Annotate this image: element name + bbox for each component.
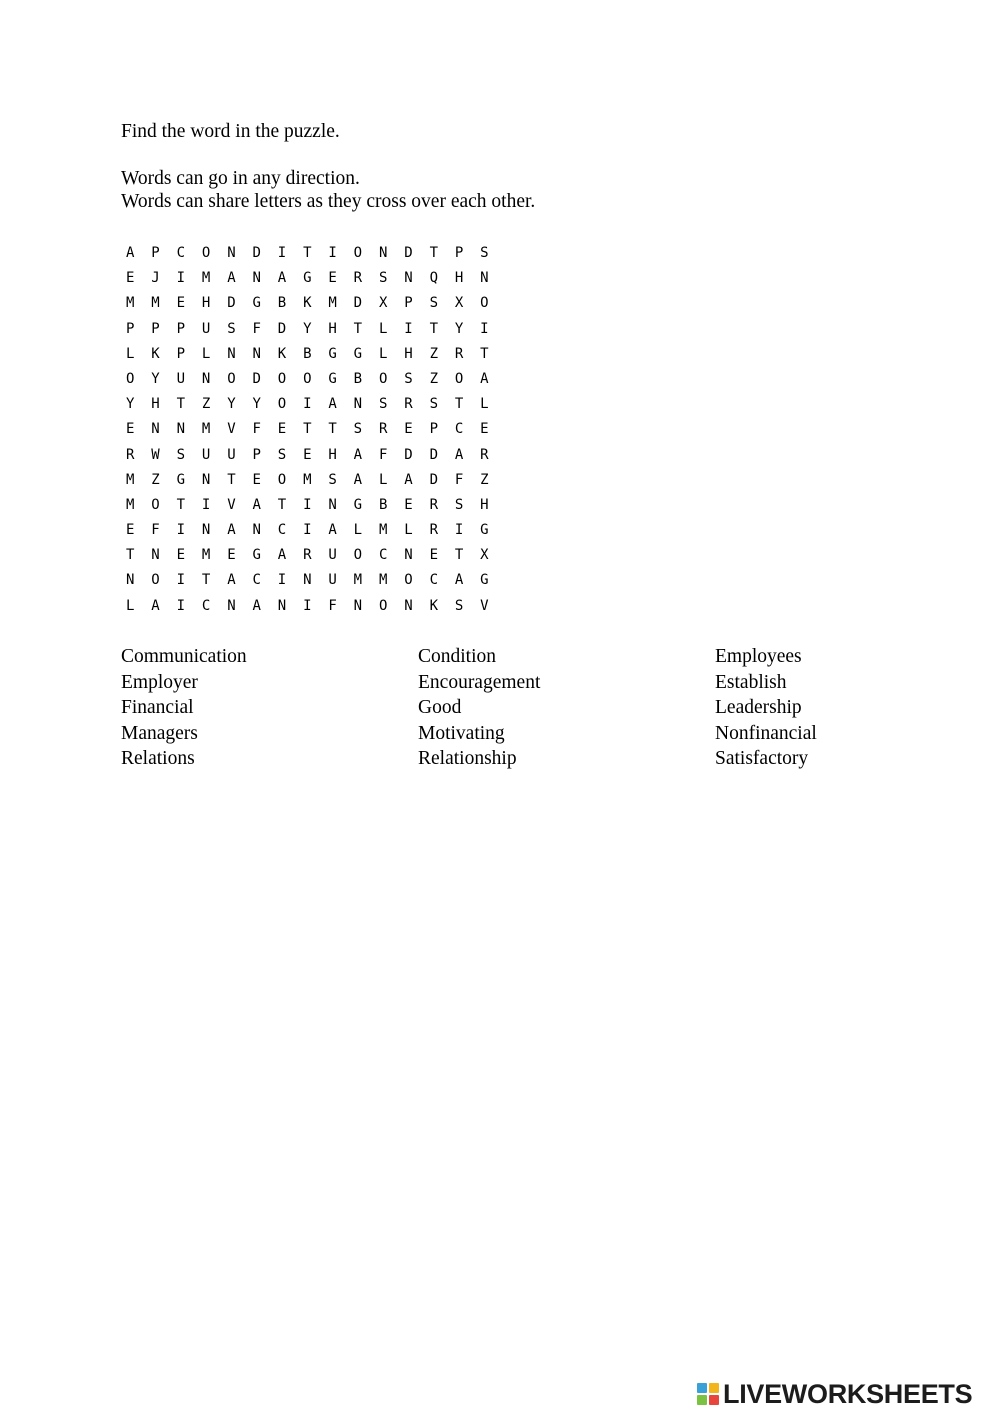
grid-letter[interactable]: M (126, 295, 135, 312)
grid-letter[interactable]: P (454, 245, 464, 261)
grid-letter[interactable]: B (277, 295, 287, 312)
grid-letter[interactable]: O (353, 245, 363, 261)
grid-row (126, 241, 505, 266)
grid-letter[interactable]: M (328, 295, 337, 312)
grid-letter[interactable]: H (480, 496, 489, 513)
grid-row (126, 266, 505, 291)
grid-letter[interactable]: M (303, 471, 312, 488)
grid-letter[interactable]: H (151, 396, 160, 413)
grid-letter[interactable]: L (353, 522, 363, 539)
grid-letter[interactable]: C (378, 547, 388, 564)
grid-letter[interactable]: I (303, 597, 312, 614)
grid-letter[interactable]: N (151, 421, 160, 438)
grid-letter[interactable]: E (404, 496, 413, 513)
grid-letter[interactable]: L (378, 320, 388, 337)
grid-letter[interactable]: E (227, 547, 236, 564)
word-list-item: Condition (418, 646, 497, 667)
grid-letter[interactable]: M (378, 572, 388, 589)
grid-letter[interactable]: A (252, 597, 261, 614)
grid-letter[interactable]: A (227, 572, 236, 589)
grid-letter[interactable]: L (404, 522, 413, 539)
logo-tile (697, 1395, 707, 1405)
grid-letter[interactable]: C (252, 572, 261, 589)
grid-letter[interactable]: S (429, 396, 438, 413)
grid-letter[interactable]: P (176, 345, 186, 362)
grid-letter[interactable]: O (404, 572, 413, 589)
grid-letter[interactable]: Z (429, 370, 438, 387)
grid-row (126, 291, 505, 316)
grid-letter[interactable]: S (480, 245, 489, 261)
grid-letter[interactable]: H (328, 320, 337, 337)
grid-letter[interactable]: G (328, 345, 337, 362)
grid-letter[interactable]: U (201, 446, 211, 463)
grid-letter[interactable]: I (176, 597, 186, 614)
grid-letter[interactable]: E (328, 270, 337, 287)
grid-letter[interactable]: S (454, 496, 464, 513)
grid-letter[interactable]: L (378, 471, 388, 488)
grid-letter[interactable]: A (353, 471, 363, 488)
grid-letter[interactable]: R (353, 270, 363, 287)
grid-letter[interactable]: S (454, 597, 464, 614)
grid-row (126, 518, 505, 543)
grid-letter[interactable]: R (404, 396, 413, 413)
grid-letter[interactable]: H (454, 270, 464, 287)
grid-letter[interactable]: N (201, 370, 211, 387)
grid-letter[interactable]: M (201, 421, 211, 438)
instruction-find: Find the word in the puzzle. (121, 121, 340, 142)
grid-letter[interactable]: N (404, 270, 413, 287)
grid-letter[interactable]: E (480, 421, 489, 438)
grid-letter[interactable]: X (378, 295, 388, 312)
grid-letter[interactable]: L (480, 396, 489, 413)
grid-letter[interactable]: O (126, 370, 135, 387)
grid-letter[interactable]: B (353, 370, 363, 387)
grid-letter[interactable]: G (176, 471, 186, 488)
grid-letter[interactable]: S (404, 370, 413, 387)
grid-letter[interactable]: A (277, 270, 287, 287)
grid-letter[interactable]: V (227, 421, 236, 438)
grid-letter[interactable]: I (176, 572, 186, 589)
grid-letter[interactable]: S (378, 396, 388, 413)
grid-letter[interactable]: G (353, 496, 363, 513)
grid-letter[interactable]: O (277, 396, 287, 413)
grid-letter[interactable]: G (353, 345, 363, 362)
grid-letter[interactable]: Z (151, 471, 160, 488)
word-list-item: Leadership (715, 697, 802, 718)
grid-letter[interactable]: N (404, 597, 413, 614)
grid-letter[interactable]: A (404, 471, 413, 488)
grid-letter[interactable]: C (429, 572, 438, 589)
spacer (121, 143, 535, 167)
grid-letter[interactable]: A (277, 547, 287, 564)
grid-letter[interactable]: S (277, 446, 287, 463)
grid-letter[interactable]: I (480, 320, 489, 337)
grid-letter[interactable]: A (454, 572, 464, 589)
grid-row (126, 468, 505, 493)
grid-letter[interactable]: S (227, 320, 236, 337)
grid-letter[interactable]: E (277, 421, 287, 438)
grid-letter[interactable]: H (328, 446, 337, 463)
grid-letter[interactable]: L (378, 345, 388, 362)
grid-letter[interactable]: M (378, 522, 388, 539)
grid-letter[interactable]: K (151, 345, 160, 362)
grid-letter[interactable]: G (252, 547, 261, 564)
grid-letter[interactable]: N (277, 597, 287, 614)
grid-letter[interactable]: G (480, 572, 489, 589)
grid-letter[interactable]: L (201, 345, 211, 362)
grid-letter[interactable]: X (480, 547, 489, 564)
grid-letter[interactable]: L (126, 345, 135, 362)
grid-letter[interactable]: F (328, 597, 337, 614)
grid-letter[interactable]: O (353, 547, 363, 564)
grid-letter[interactable]: O (454, 370, 464, 387)
grid-row (126, 543, 505, 568)
grid-letter[interactable]: N (227, 345, 236, 362)
grid-letter[interactable]: K (303, 295, 312, 312)
grid-letter[interactable]: O (378, 597, 388, 614)
word-list-item: Relationship (418, 748, 517, 769)
word-list-item: Encouragement (418, 671, 541, 693)
grid-letter[interactable]: D (252, 370, 261, 387)
word-list-item: Relations (121, 748, 195, 769)
grid-letter[interactable]: A (252, 496, 261, 513)
grid-letter[interactable]: F (454, 471, 464, 488)
grid-letter[interactable]: Q (429, 270, 438, 287)
grid-letter[interactable]: F (252, 320, 261, 337)
grid-letter[interactable]: T (429, 245, 438, 261)
grid-letter[interactable]: A (328, 396, 337, 413)
grid-letter[interactable]: I (454, 522, 464, 539)
grid-letter[interactable]: A (227, 522, 236, 539)
liveworksheets-logo (697, 1377, 972, 1411)
grid-letter[interactable]: N (353, 396, 363, 413)
grid-letter[interactable]: C (201, 597, 211, 614)
grid-letter[interactable]: E (176, 547, 186, 564)
grid-letter[interactable]: N (328, 496, 337, 513)
grid-letter[interactable]: S (353, 421, 363, 438)
grid-letter[interactable]: A (227, 270, 236, 287)
grid-letter[interactable]: A (480, 370, 489, 387)
logo-tile (709, 1395, 719, 1405)
grid-letter[interactable]: P (151, 245, 160, 261)
grid-letter[interactable]: O (303, 370, 312, 387)
grid-letter[interactable]: S (328, 471, 337, 488)
grid-letter[interactable]: O (480, 295, 489, 312)
grid-letter[interactable]: N (227, 245, 236, 261)
grid-letter[interactable]: O (277, 370, 287, 387)
grid-letter[interactable]: O (201, 245, 211, 261)
grid-letter[interactable]: S (378, 270, 388, 287)
grid-letter[interactable]: X (454, 295, 464, 312)
grid-letter[interactable]: T (227, 471, 236, 488)
grid-letter[interactable]: M (126, 496, 135, 513)
grid-letter[interactable]: Y (303, 320, 312, 337)
grid-letter[interactable]: T (176, 496, 186, 513)
grid-letter[interactable]: T (201, 572, 211, 589)
grid-letter[interactable]: O (151, 572, 160, 589)
grid-letter[interactable]: G (480, 522, 489, 539)
grid-letter[interactable]: L (126, 597, 135, 614)
grid-letter[interactable]: Y (252, 396, 261, 413)
grid-letter[interactable]: D (429, 471, 438, 488)
grid-letter[interactable]: D (227, 295, 236, 312)
grid-letter[interactable]: H (201, 295, 211, 312)
instruction-direction: Words can go in any direction. (121, 168, 360, 189)
grid-letter[interactable]: P (126, 320, 135, 337)
grid-letter[interactable]: T (126, 547, 135, 564)
grid-letter[interactable]: I (176, 522, 186, 539)
grid-letter[interactable]: I (277, 245, 287, 261)
grid-letter[interactable]: D (404, 245, 413, 261)
grid-letter[interactable]: U (227, 446, 236, 463)
grid-letter[interactable]: N (176, 421, 186, 438)
grid-letter[interactable]: F (252, 421, 261, 438)
grid-letter[interactable]: I (404, 320, 413, 337)
grid-letter[interactable]: P (176, 320, 186, 337)
word-list-item: Satisfactory (715, 748, 809, 769)
word-list-item: Managers (121, 722, 198, 744)
word-list-item: Nonfinancial (715, 722, 817, 744)
grid-letter[interactable]: T (176, 396, 186, 413)
grid-letter[interactable]: K (277, 345, 287, 362)
grid-letter[interactable]: Y (126, 396, 135, 413)
grid-letter[interactable]: O (378, 370, 388, 387)
grid-letter[interactable]: M (201, 270, 211, 287)
grid-letter[interactable]: S (429, 295, 438, 312)
grid-letter[interactable]: B (303, 345, 312, 362)
grid-letter[interactable]: E (126, 522, 135, 539)
grid-letter[interactable]: N (252, 522, 261, 539)
grid-letter[interactable]: P (252, 446, 261, 463)
grid-letter[interactable]: F (378, 446, 388, 463)
grid-letter[interactable]: A (151, 597, 160, 614)
logo-tile (709, 1383, 719, 1393)
grid-letter[interactable]: D (353, 295, 363, 312)
grid-letter[interactable]: N (303, 572, 312, 589)
grid-letter[interactable]: U (328, 572, 337, 589)
grid-letter[interactable]: E (303, 446, 312, 463)
grid-letter[interactable]: E (404, 421, 413, 438)
grid-letter[interactable]: P (404, 295, 413, 312)
grid-letter[interactable]: H (404, 345, 413, 362)
grid-row (126, 417, 505, 442)
grid-letter[interactable]: N (353, 597, 363, 614)
word-list-item: Good (418, 697, 462, 718)
grid-letter[interactable]: U (328, 547, 337, 564)
grid-row (126, 392, 505, 417)
grid-letter[interactable]: O (277, 471, 287, 488)
word-list-item: Establish (715, 671, 787, 693)
instructions (121, 120, 535, 213)
word-list-item: Employees (715, 646, 802, 667)
grid-letter[interactable]: M (126, 471, 135, 488)
grid-letter[interactable]: I (277, 572, 287, 589)
word-search-grid (126, 241, 505, 619)
grid-letter[interactable]: R (429, 522, 438, 539)
grid-letter[interactable]: T (303, 245, 312, 261)
grid-letter[interactable]: I (328, 245, 337, 261)
grid-letter[interactable]: T (328, 421, 337, 438)
grid-letter[interactable]: N (227, 597, 236, 614)
grid-letter[interactable]: R (454, 345, 464, 362)
grid-letter[interactable]: O (151, 496, 160, 513)
grid-row (126, 594, 505, 619)
grid-letter[interactable]: G (328, 370, 337, 387)
grid-letter[interactable]: E (126, 270, 135, 287)
grid-letter[interactable]: E (429, 547, 438, 564)
grid-letter[interactable]: M (151, 295, 160, 312)
grid-letter[interactable]: P (151, 320, 160, 337)
grid-letter[interactable]: E (252, 471, 261, 488)
liveworksheets-icon (697, 1383, 719, 1405)
grid-letter[interactable]: N (252, 270, 261, 287)
grid-letter[interactable]: T (429, 320, 438, 337)
grid-letter[interactable]: N (201, 522, 211, 539)
grid-letter[interactable]: C (454, 421, 464, 438)
grid-row (126, 493, 505, 518)
grid-letter[interactable]: I (303, 522, 312, 539)
grid-row (126, 367, 505, 392)
word-list-item: Employer (121, 671, 198, 693)
grid-letter[interactable]: R (126, 446, 135, 463)
grid-row (126, 443, 505, 468)
grid-letter[interactable]: A (454, 446, 464, 463)
grid-letter[interactable]: I (303, 396, 312, 413)
grid-row (126, 342, 505, 367)
grid-row (126, 317, 505, 342)
word-list-item: Communication (121, 646, 247, 667)
grid-letter[interactable]: Y (151, 370, 160, 387)
grid-letter[interactable]: V (480, 597, 489, 614)
grid-letter[interactable]: D (252, 245, 261, 261)
grid-letter[interactable]: D (429, 446, 438, 463)
grid-row (126, 568, 505, 593)
grid-letter[interactable]: T (480, 345, 489, 362)
grid-letter[interactable]: N (201, 471, 211, 488)
grid-letter[interactable]: G (252, 295, 261, 312)
grid-letter[interactable]: U (176, 370, 186, 387)
grid-letter[interactable]: I (303, 496, 312, 513)
grid-letter[interactable]: F (151, 522, 160, 539)
grid-letter[interactable]: E (176, 295, 186, 312)
grid-letter[interactable]: I (201, 496, 211, 513)
grid-letter[interactable]: A (328, 522, 337, 539)
grid-letter[interactable]: N (480, 270, 489, 287)
grid-letter[interactable]: T (277, 496, 287, 513)
grid-letter[interactable]: S (176, 446, 186, 463)
grid-letter[interactable]: R (480, 446, 489, 463)
instruction-share: Words can share letters as they cross over each other. (121, 191, 536, 212)
grid-letter[interactable]: P (429, 421, 438, 438)
logo-tile (697, 1383, 707, 1393)
grid-letter[interactable]: N (404, 547, 413, 564)
grid-letter[interactable]: I (176, 270, 186, 287)
grid-letter[interactable]: D (277, 320, 287, 337)
logo-text: LIVEWORKSHEETS (723, 1378, 973, 1409)
word-list-item: Financial (121, 697, 194, 718)
grid-letter[interactable]: Z (429, 345, 438, 362)
grid-letter[interactable]: B (378, 496, 388, 513)
grid-letter[interactable]: N (378, 245, 388, 261)
grid-letter[interactable]: G (303, 270, 312, 287)
grid-letter[interactable]: J (151, 270, 160, 287)
grid-letter[interactable]: K (429, 597, 438, 614)
grid-letter[interactable]: T (454, 396, 464, 413)
grid-letter[interactable]: A (353, 446, 363, 463)
grid-letter[interactable]: W (151, 446, 160, 463)
grid-letter[interactable]: N (252, 345, 261, 362)
grid-letter[interactable]: D (404, 446, 413, 463)
grid-letter[interactable]: M (353, 572, 363, 589)
grid-letter[interactable]: R (378, 421, 388, 438)
grid-letter[interactable]: T (303, 421, 312, 438)
grid-letter[interactable]: Y (227, 396, 236, 413)
grid-letter[interactable]: T (353, 320, 363, 337)
grid-letter[interactable]: O (227, 370, 236, 387)
grid-letter[interactable]: A (126, 245, 135, 261)
grid-letter[interactable]: N (151, 547, 160, 564)
grid-letter[interactable]: N (126, 572, 135, 589)
grid-letter[interactable]: Y (454, 320, 464, 337)
grid-letter[interactable]: R (303, 547, 312, 564)
grid-letter[interactable]: Z (201, 396, 211, 413)
word-list (121, 644, 915, 772)
grid-letter[interactable]: M (201, 547, 211, 564)
grid-letter[interactable]: T (454, 547, 464, 564)
grid-letter[interactable]: E (126, 421, 135, 438)
grid-letter[interactable]: Z (480, 471, 489, 488)
grid-letter[interactable]: R (429, 496, 438, 513)
grid-letter[interactable]: V (227, 496, 236, 513)
grid-letter[interactable]: C (277, 522, 287, 539)
grid-letter[interactable]: C (176, 245, 186, 261)
grid-letter[interactable]: U (201, 320, 211, 337)
word-list-item: Motivating (418, 722, 505, 744)
